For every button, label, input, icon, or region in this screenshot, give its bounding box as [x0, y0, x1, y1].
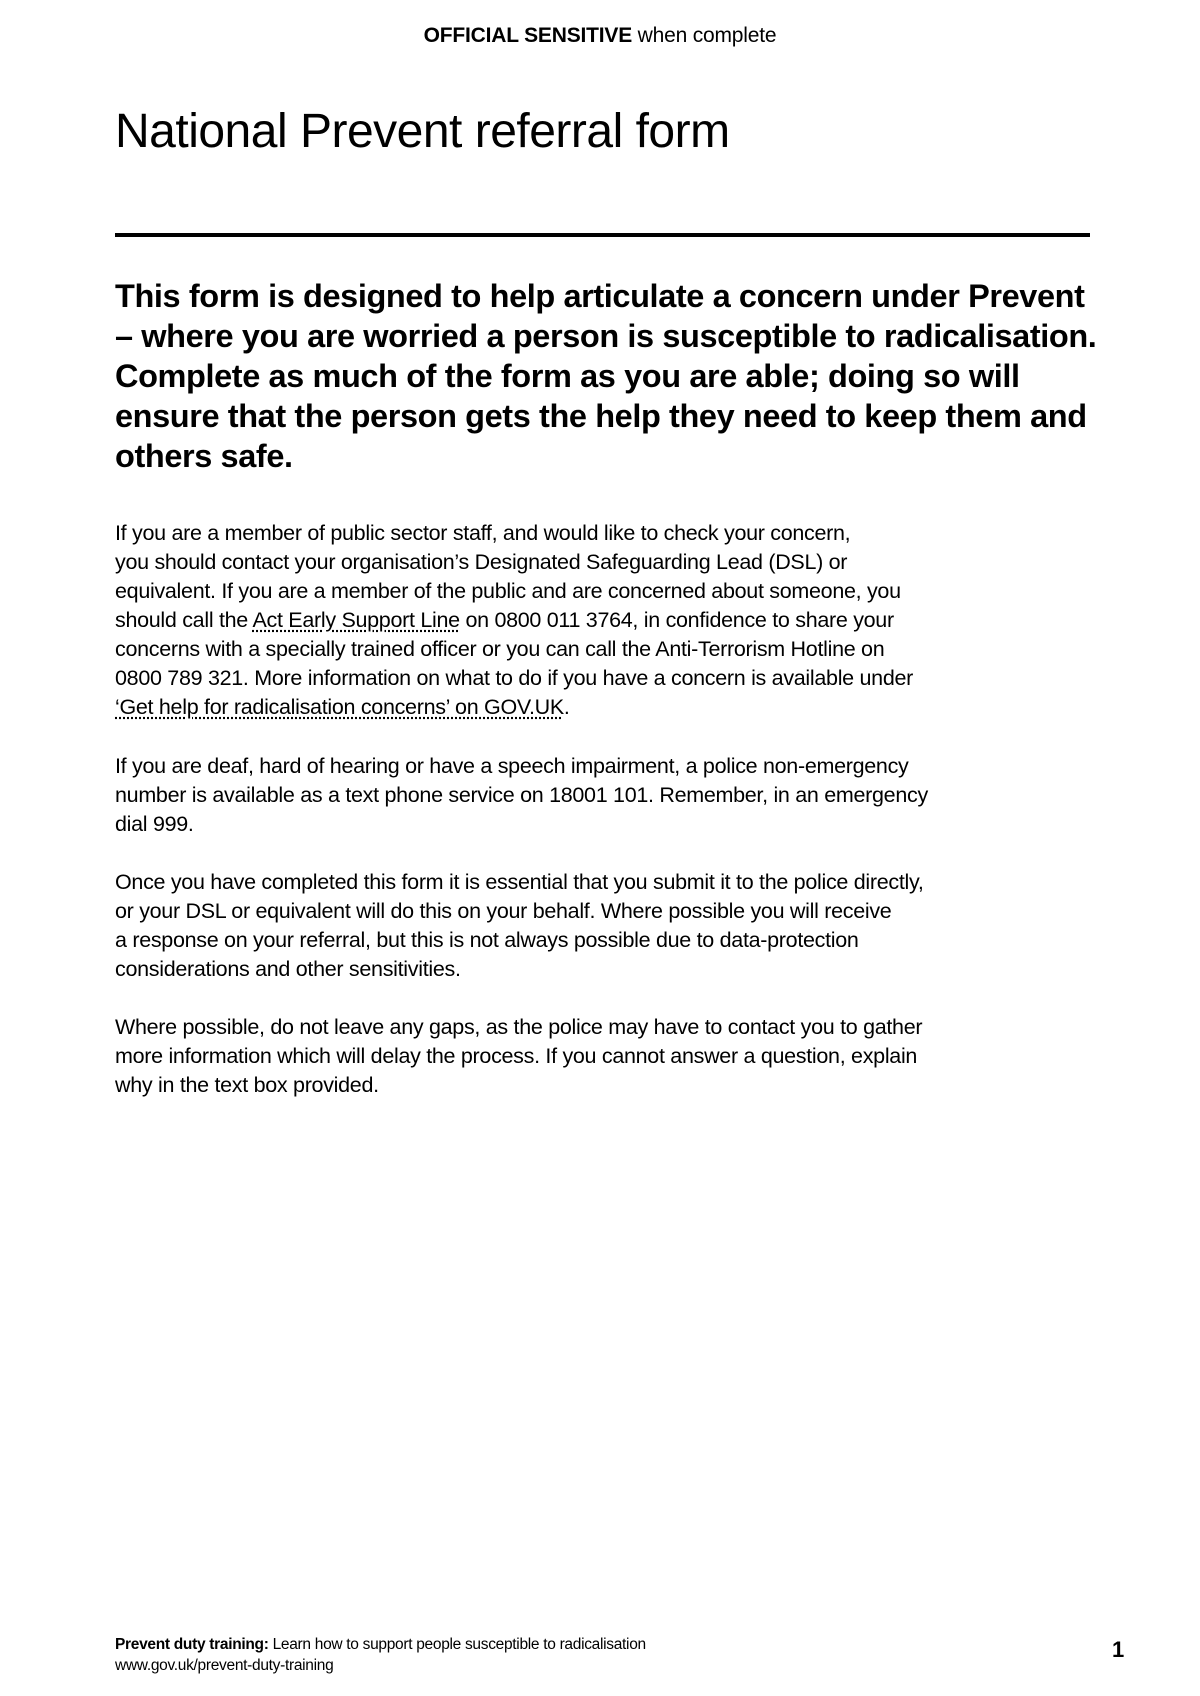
paragraph-line: concerns with a specially trained officer or you can call the Anti-Terrorism Hotline on — [115, 637, 885, 661]
lead-paragraph: This form is designed to help articulate a concern under Prevent – where you are worried a person is susceptible to radicalisation. Complete as much of the form as you are able; doing so will ensure that the person gets the help they need to keep them and others safe. — [115, 278, 1097, 474]
paragraph-line: you should contact your organisation’s Designated Safeguarding Lead (DSL) or — [115, 550, 848, 574]
act-early-support-line-link[interactable]: Act Early Support Line — [252, 608, 460, 632]
paragraph-line: dial 999. — [115, 812, 194, 836]
paragraph-line: 0800 789 321. More information on what to do if you have a concern is available under — [115, 666, 913, 690]
paragraph-line: considerations and other sensitivities. — [115, 957, 461, 981]
paragraph-line: or your DSL or equivalent will do this on your behalf. Where possible you will receive — [115, 899, 892, 923]
submission-paragraph — [115, 868, 1100, 984]
title-divider — [115, 233, 1090, 237]
paragraph-line: why in the text box provided. — [115, 1073, 379, 1097]
footer-label-text: Learn how to support people susceptible to radicalisation — [268, 1636, 646, 1653]
page-title: National Prevent referral form — [115, 105, 730, 158]
paragraph-text: on 0800 011 3764, in confidence to share your — [459, 608, 894, 632]
footer-label-title: Prevent duty training: — [115, 1636, 269, 1653]
page-footer — [115, 1634, 646, 1676]
concern-contact-paragraph — [115, 519, 1100, 722]
paragraph-line: If you are deaf, hard of hearing or have a speech impairment, a police non-emergency — [115, 754, 909, 778]
get-help-radicalisation-link[interactable]: ‘Get help for radicalisation concerns’ on GOV.UK — [115, 695, 564, 719]
classification-qualifier: when complete — [632, 24, 777, 47]
paragraph-line: Where possible, do not leave any gaps, as the police may have to contact you to gather — [115, 1015, 923, 1039]
page-number: 1 — [1112, 1637, 1125, 1662]
paragraph-text: should call the — [115, 608, 253, 632]
classification-banner — [0, 24, 1200, 48]
footer-url: www.gov.uk/prevent-duty-training — [115, 1657, 334, 1674]
paragraph-line: Once you have completed this form it is essential that you submit it to the police directly, — [115, 870, 924, 894]
paragraph-line: a response on your referral, but this is not always possible due to data-protection — [115, 928, 859, 952]
paragraph-text: . — [563, 695, 570, 719]
paragraph-line: more information which will delay the process. If you cannot answer a question, explain — [115, 1044, 918, 1068]
gaps-guidance-paragraph — [115, 1013, 1100, 1100]
textphone-paragraph — [115, 752, 1100, 839]
paragraph-line: equivalent. If you are a member of the public and are concerned about someone, you — [115, 579, 901, 603]
classification-level: OFFICIAL SENSITIVE — [423, 24, 633, 47]
paragraph-line: If you are a member of public sector staff, and would like to check your concern, — [115, 521, 851, 545]
footer-label — [115, 1634, 646, 1655]
paragraph-line: number is available as a text phone service on 18001 101. Remember, in an emergency — [115, 783, 928, 807]
